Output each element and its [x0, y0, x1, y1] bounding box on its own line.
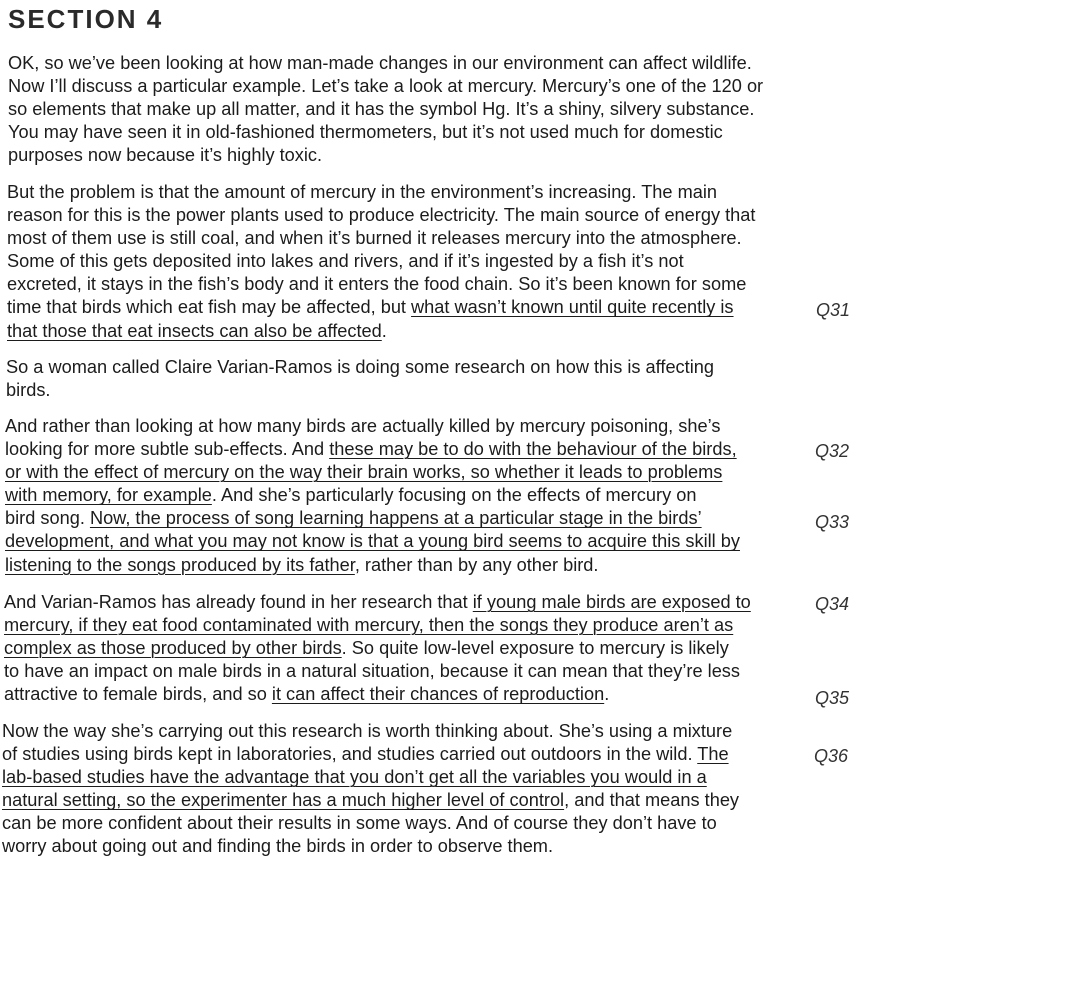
underlined-answer-text: complex as those produced by other birds: [4, 638, 342, 659]
text-line: [2, 789, 802, 812]
text-line: [4, 660, 804, 683]
text-segment: of studies using birds kept in laboratories, and studies carried out outdoors in the wild.: [2, 744, 698, 765]
underlined-answer-text: that those that eat insects can also be affected: [7, 320, 382, 341]
paragraph-3: [6, 356, 806, 402]
paragraph-1: [8, 52, 808, 167]
text-segment: . So quite low-level exposure to mercury is likely: [341, 638, 729, 659]
underlined-answer-text: mercury, if they eat food contaminated with mercury, then the songs they produce aren’t as: [4, 615, 734, 636]
text-segment: .: [381, 320, 387, 341]
underlined-answer-text: The: [697, 744, 729, 765]
text-line: [2, 720, 802, 743]
text-line: [4, 683, 804, 706]
text-line: [8, 144, 808, 167]
underlined-answer-text: what wasn’t known until quite recently is: [411, 297, 734, 318]
section-heading: SECTION 4: [8, 4, 164, 34]
question-marker-q35: Q35: [815, 688, 850, 708]
text-segment: time that birds which eat fish may be affected, but: [7, 297, 412, 318]
text-line: [5, 461, 805, 484]
underlined-answer-text: development, and what you may not know is that a young bird seems to acquire this skill by: [5, 531, 740, 552]
text-segment: excreted, it stays in the fish’s body and it enters the food chain. So it’s been known for some: [7, 274, 747, 295]
question-marker-q33: Q33: [815, 512, 850, 532]
text-line: [8, 52, 808, 75]
text-segment: OK, so we’ve been looking at how man-made changes in our environment can affect wildlife.: [8, 53, 752, 73]
text-segment: purposes now because it’s highly toxic.: [8, 145, 323, 166]
text-segment: You may have seen it in old-fashioned thermometers, but it’s not used much for domestic: [8, 122, 723, 143]
text-line: [8, 75, 808, 98]
underlined-answer-text: these may be to do with the behaviour of the birds,: [329, 439, 737, 460]
text-line: [5, 438, 805, 461]
text-line: [7, 320, 807, 343]
question-marker-q32: Q32: [815, 441, 850, 461]
paragraph-4: [5, 415, 805, 577]
text-segment: reason for this is the power plants used to produce electricity. The main source of energy that: [7, 205, 756, 226]
text-line: [8, 121, 808, 144]
underlined-answer-text: with memory, for example: [5, 485, 212, 506]
text-segment: birds.: [6, 380, 51, 401]
text-segment: .: [604, 684, 610, 705]
question-marker-q34: Q34: [815, 594, 850, 614]
question-marker-q31: Q31: [816, 300, 851, 320]
text-line: [6, 379, 806, 402]
text-segment: And rather than looking at how many birds are actually killed by mercury poisoning, she’s: [5, 416, 721, 436]
text-segment: most of them use is still coal, and when it’s burned it releases mercury into the atmosphere.: [7, 228, 742, 249]
question-marker-q36: Q36: [814, 746, 849, 766]
text-segment: So a woman called Claire Varian-Ramos is doing some research on how this is affecting: [6, 357, 714, 377]
text-line: [7, 204, 807, 227]
text-line: [5, 484, 805, 507]
text-line: [7, 273, 807, 296]
text-segment: , and that means they: [564, 790, 740, 811]
underlined-answer-text: listening to the songs produced by its father: [5, 554, 355, 575]
paragraph-5: [4, 591, 804, 706]
text-line: [7, 296, 807, 319]
text-segment: . And she’s particularly focusing on the effects of mercury on: [211, 485, 697, 506]
text-line: [4, 591, 804, 614]
paragraph-6: [2, 720, 802, 859]
underlined-answer-text: or with the effect of mercury on the way their brain works, so whether it leads to problems: [5, 462, 723, 483]
paragraph-2: [7, 181, 807, 343]
text-line: [2, 812, 802, 835]
text-line: [5, 554, 805, 577]
text-line: [2, 743, 802, 766]
text-segment: Now I’ll discuss a particular example. Let’s take a look at mercury. Mercury’s one of the 120 or: [8, 76, 764, 97]
text-segment: can be more confident about their results in some ways. And of course they don’t have to: [2, 813, 717, 834]
text-line: [4, 637, 804, 660]
text-line: [8, 98, 808, 121]
text-line: [2, 835, 802, 858]
text-line: [6, 356, 806, 379]
text-segment: to have an impact on male birds in a natural situation, because it can mean that they’re less: [4, 661, 740, 682]
text-segment: Some of this gets deposited into lakes and rivers, and if it’s ingested by a fish it’s not: [7, 251, 684, 272]
text-segment: , rather than by any other bird.: [354, 554, 599, 575]
text-segment: bird song.: [5, 508, 90, 529]
text-segment: attractive to female birds, and so: [4, 684, 272, 705]
underlined-answer-text: lab-based studies have the advantage that you don’t get all the variables you would in a: [2, 767, 707, 788]
text-segment: Now the way she’s carrying out this research is worth thinking about. She’s using a mixture: [2, 721, 733, 741]
text-segment: worry about going out and finding the birds in order to observe them.: [2, 836, 554, 857]
text-line: [5, 507, 805, 530]
text-line: [5, 415, 805, 438]
underlined-answer-text: it can affect their chances of reproduction: [271, 684, 605, 705]
text-line: [4, 614, 804, 637]
underlined-answer-text: if young male birds are exposed to: [472, 592, 751, 612]
text-line: [7, 227, 807, 250]
text-line: [7, 181, 807, 204]
underlined-answer-text: natural setting, so the experimenter has a much higher level of control: [2, 790, 565, 811]
text-line: [7, 250, 807, 273]
text-segment: But the problem is that the amount of mercury in the environment’s increasing. The main: [7, 182, 718, 202]
text-segment: looking for more subtle sub-effects. And: [5, 439, 330, 460]
underlined-answer-text: Now, the process of song learning happens at a particular stage in the birds’: [89, 508, 702, 529]
text-line: [2, 766, 802, 789]
text-segment: so elements that make up all matter, and it has the symbol Hg. It’s a shiny, silvery substance.: [8, 99, 755, 120]
text-line: [5, 530, 805, 553]
text-segment: And Varian-Ramos has already found in her research that: [4, 592, 473, 612]
